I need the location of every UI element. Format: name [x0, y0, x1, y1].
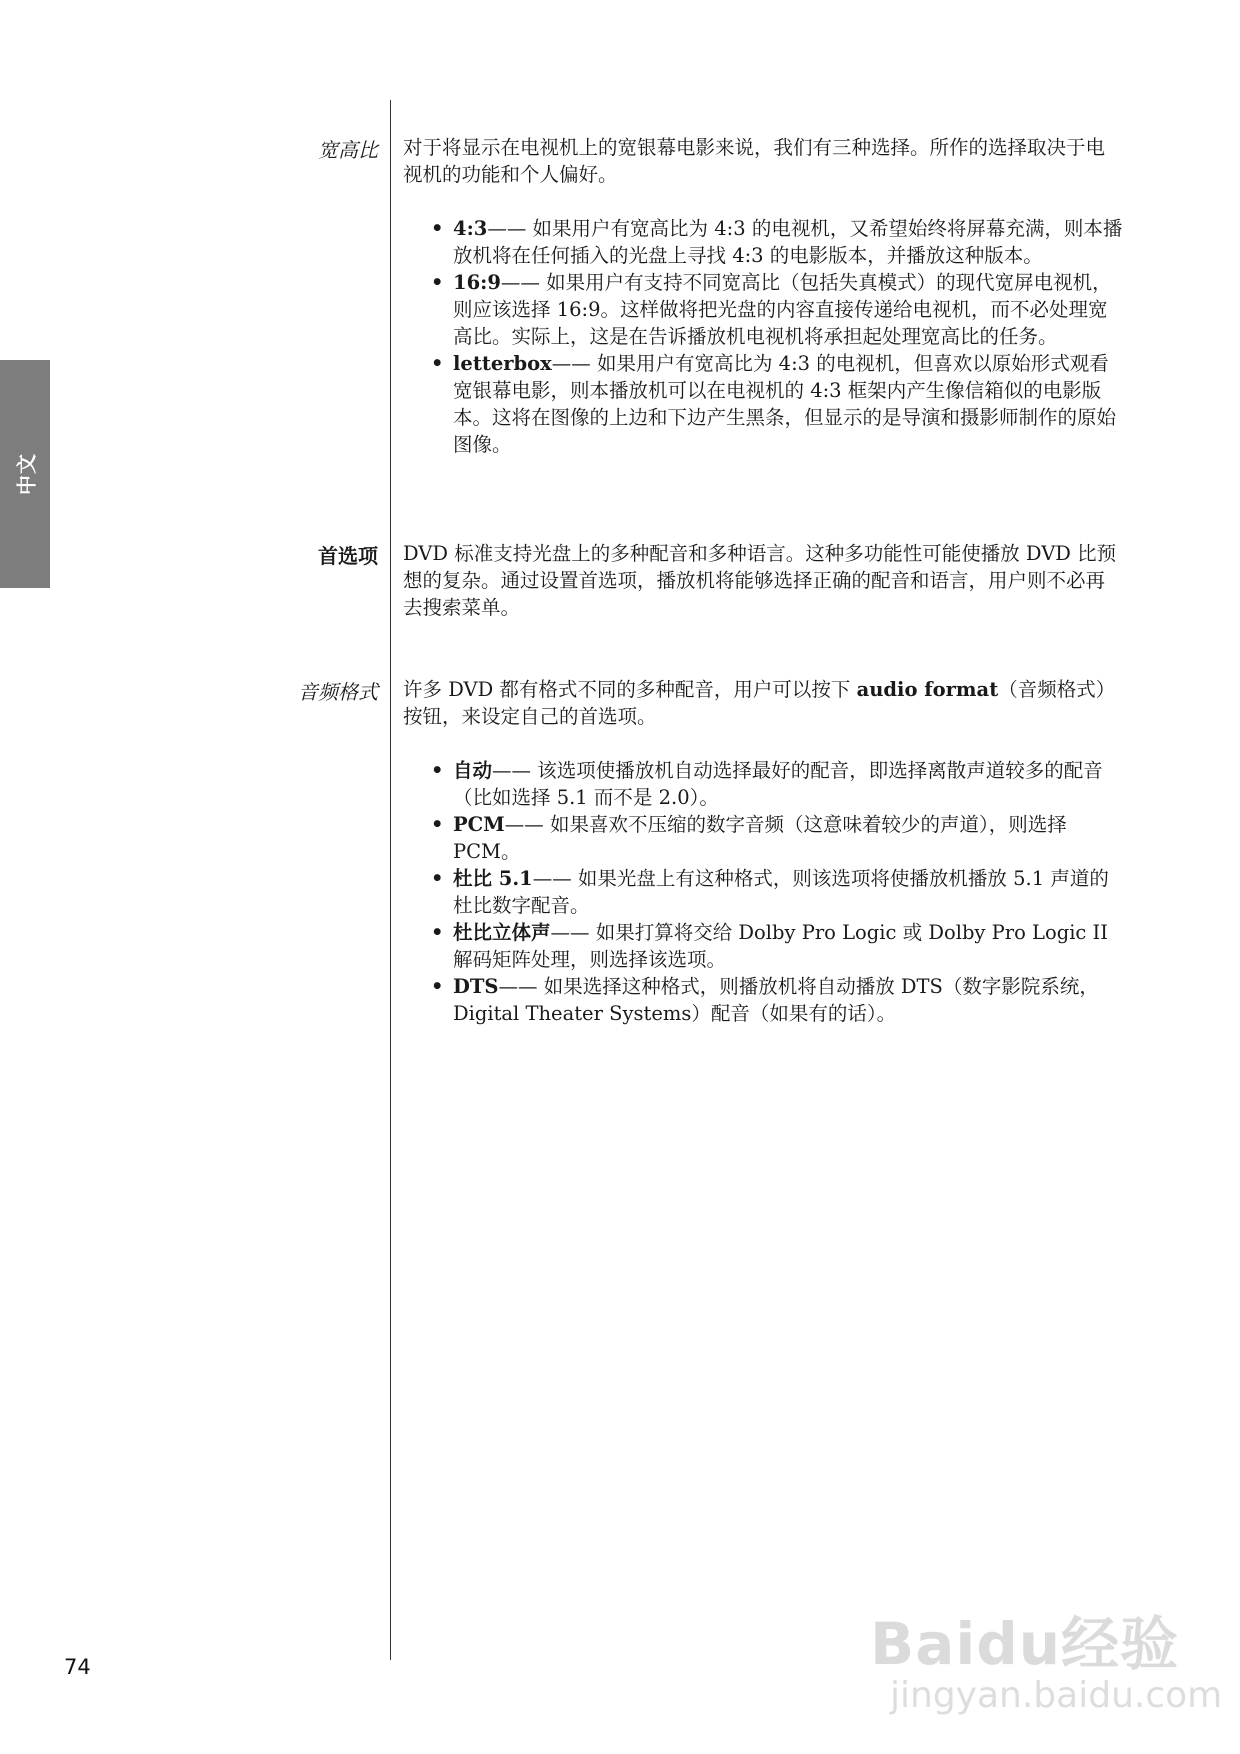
section-body-aspect-ratio	[403, 134, 1123, 458]
watermark-logo: Baidu经验	[870, 1610, 1180, 1678]
bullet-icon: •	[431, 759, 444, 782]
list-item	[431, 919, 1123, 973]
option-term: 杜比立体声	[453, 921, 551, 944]
option-term: letterbox	[453, 352, 552, 375]
option-term: PCM	[453, 813, 505, 836]
bullet-icon: •	[431, 352, 444, 375]
option-text: —— 如果光盘上有这种格式，则该选项将使播放机播放 5.1 声道的杜比数字配音。	[453, 867, 1109, 917]
list-item	[431, 215, 1123, 269]
section-heading-preferences: 首选项	[318, 544, 378, 568]
audio-options-list	[403, 757, 1123, 1027]
list-item	[431, 757, 1123, 811]
audio-format-button-term: audio format	[856, 678, 999, 701]
option-term: DTS	[453, 975, 499, 998]
section-body-audio-format	[403, 676, 1123, 1027]
bullet-icon: •	[431, 217, 444, 240]
bullet-icon: •	[431, 271, 444, 294]
bullet-icon: •	[431, 975, 444, 998]
intro-text-after: （音频格式）按钮，来设定自己的首选项。	[403, 678, 1116, 728]
list-item	[431, 350, 1123, 458]
section-intro: DVD 标准支持光盘上的多种配音和多种语言。这种多功能性可能使播放 DVD 比预想的复杂。通过设置首选项，播放机将能够选择正确的配音和语言，用户则不必再去搜索菜单。	[403, 542, 1117, 619]
intro-text-before: 许多 DVD 都有格式不同的多种配音，用户可以按下	[403, 678, 857, 701]
list-item	[431, 973, 1123, 1027]
section-intro: 对于将显示在电视机上的宽银幕电影来说，我们有三种选择。所作的选择取决于电视机的功能和个人偏好。	[403, 136, 1106, 186]
option-term: 4:3	[453, 217, 488, 240]
option-text: —— 如果用户有宽高比为 4:3 的电视机，又希望始终将屏幕充满，则本播放机将在任何插入的光盘上寻找 4:3 的电影版本，并播放这种版本。	[453, 217, 1123, 267]
language-tab-label: 中文	[14, 453, 39, 495]
option-text: —— 如果用户有支持不同宽高比（包括失真模式）的现代宽屏电视机，则应该选择 16:9。这样做将把光盘的内容直接传递给电视机，而不必处理宽高比。实际上，这是在告诉播放机电视机将承担起处理宽高比的任务。	[453, 271, 1112, 348]
section-intro	[403, 676, 1123, 730]
section-body-preferences	[403, 540, 1123, 621]
option-text: —— 如果打算将交给 Dolby Pro Logic 或 Dolby Pro Logic II 解码矩阵处理，则选择该选项。	[453, 921, 1108, 971]
list-item	[431, 269, 1123, 350]
baidu-watermark	[870, 1575, 1223, 1735]
option-text: —— 如果用户有宽高比为 4:3 的电视机，但喜欢以原始形式观看宽银幕电影，则本播放机可以在电视机的 4:3 框架内产生像信箱似的电影版本。这将在图像的上边和下边产生黑条，但显示的是导演和摄影师制作的原始图像。	[453, 352, 1117, 456]
option-text: —— 如果喜欢不压缩的数字音频（这意味着较少的声道），则选择 PCM。	[453, 813, 1067, 863]
language-side-tab	[0, 360, 50, 588]
watermark-url: jingyan.baidu.com	[890, 1675, 1223, 1716]
option-term: 杜比 5.1	[453, 867, 533, 890]
list-item	[431, 811, 1123, 865]
option-text: —— 该选项使播放机自动选择最好的配音，即选择离散声道较多的配音（比如选择 5.1 而不是 2.0）。	[453, 759, 1103, 809]
bullet-icon: •	[431, 867, 444, 890]
section-heading-aspect-ratio: 宽高比	[318, 138, 378, 162]
aspect-options-list	[403, 215, 1123, 458]
bullet-icon: •	[431, 921, 444, 944]
option-term: 自动	[453, 759, 493, 782]
option-term: 16:9	[453, 271, 501, 294]
list-item	[431, 865, 1123, 919]
bullet-icon: •	[431, 813, 444, 836]
section-heading-audio-format: 音频格式	[298, 680, 378, 704]
page-number: 74	[64, 1655, 91, 1679]
column-divider	[390, 100, 391, 1660]
option-text: —— 如果选择这种格式，则播放机将自动播放 DTS（数字影院系统，Digital Theater Systems）配音（如果有的话）。	[453, 975, 1099, 1025]
